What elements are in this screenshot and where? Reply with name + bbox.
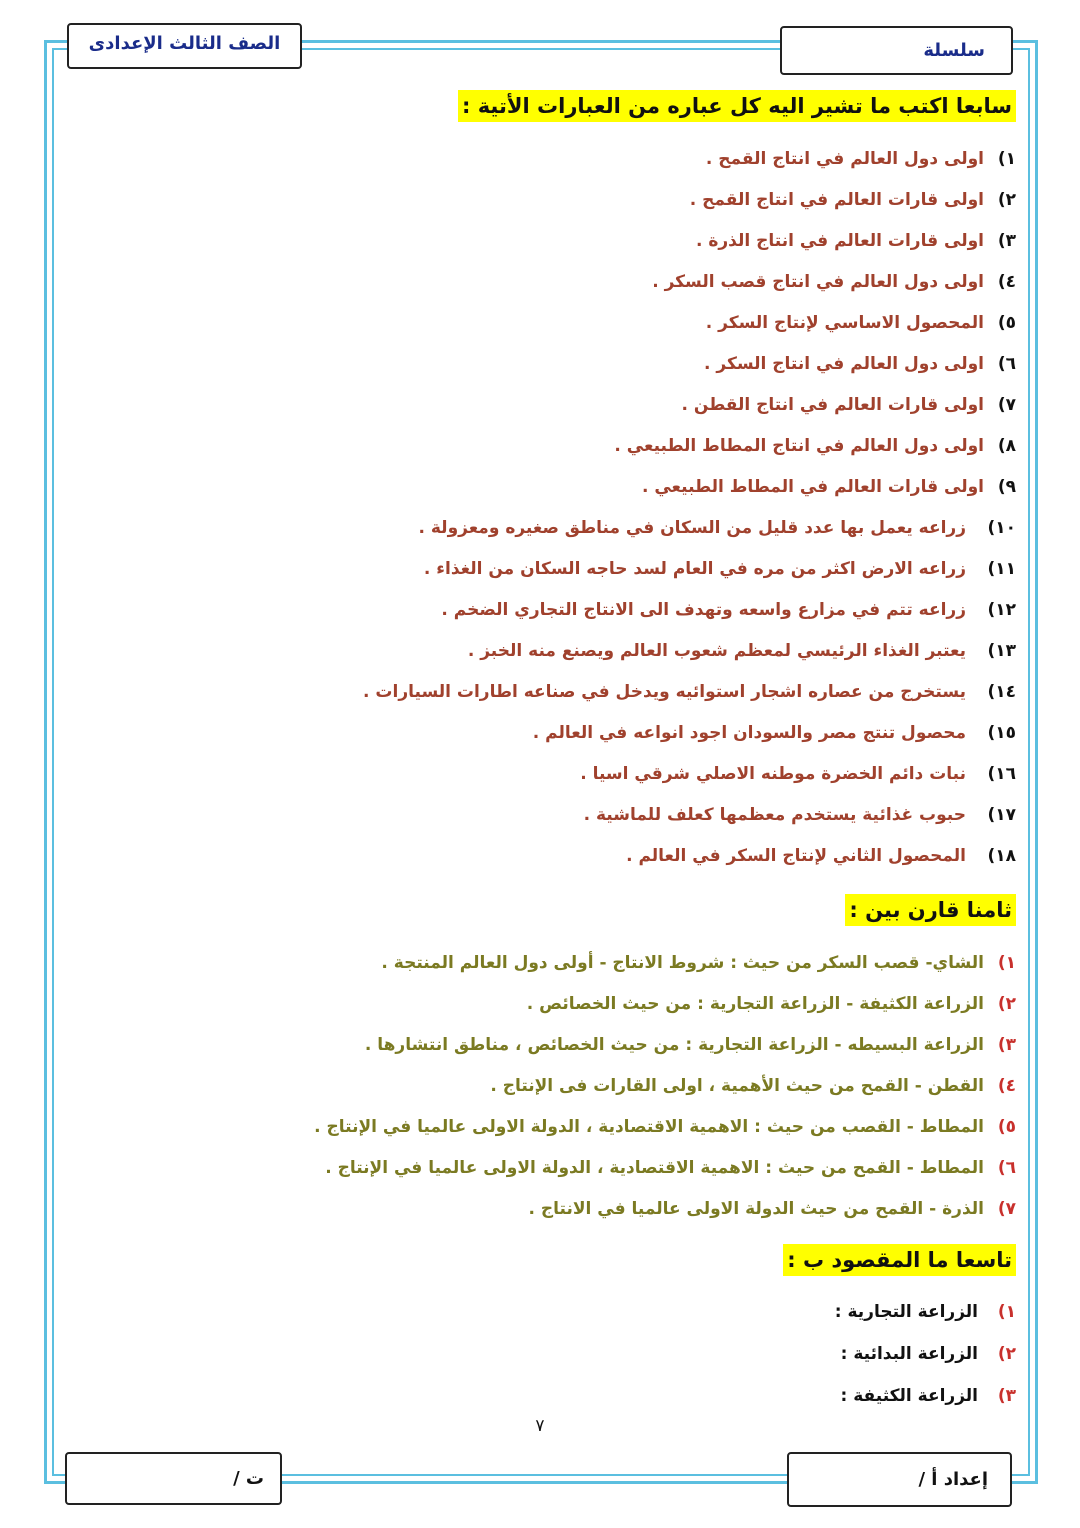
item-text: اولى قارات العالم في انتاج القمح . — [689, 189, 984, 210]
list-item — [363, 589, 1016, 630]
list-item — [314, 1106, 1016, 1147]
item-text: اولى قارات العالم في المطاط الطبيعي . — [641, 476, 984, 497]
item-text: القطن - القمح من حيث الأهمية ، اولى القارات فى الإنتاج . — [490, 1075, 984, 1096]
list-item — [314, 942, 1016, 983]
item-number: ٨) — [997, 435, 1016, 456]
item-number: ٥) — [997, 1116, 1016, 1137]
item-text: الزراعة البدائية : — [840, 1344, 978, 1364]
phone-box — [65, 1452, 282, 1505]
item-text: يعتبر الغذاء الرئيسي لمعظم شعوب العالم ويصنع منه الخبز . — [467, 640, 966, 661]
list-item — [363, 671, 1016, 712]
section7-list-cont — [363, 507, 1016, 876]
item-number: ١٦) — [987, 763, 1016, 784]
item-number: ١٠) — [987, 517, 1016, 538]
section7-list — [614, 138, 1016, 507]
list-item — [614, 343, 1016, 384]
series-label: سلسلة — [923, 40, 985, 61]
item-text: اولى قارات العالم في انتاج الذرة . — [695, 230, 984, 251]
item-number: ١٧) — [987, 804, 1016, 825]
list-item — [363, 794, 1016, 835]
item-number: ٤) — [997, 1075, 1016, 1096]
list-item — [314, 1188, 1016, 1229]
list-item — [314, 1147, 1016, 1188]
list-item — [363, 548, 1016, 589]
item-text: حبوب غذائية يستخدم معظمها كعلف للماشية . — [583, 804, 966, 825]
item-number: ٢) — [997, 189, 1016, 210]
item-text: الزراعة الكثيفة - الزراعة التجارية : من حيث الخصائص . — [526, 993, 984, 1014]
list-item — [363, 753, 1016, 794]
item-text: المحصول الاساسي لإنتاج السكر . — [705, 312, 984, 333]
item-number: ١) — [997, 952, 1016, 973]
section9-list — [835, 1291, 1016, 1417]
item-text: المطاط - القصب من حيث : الاهمية الاقتصادية ، الدولة الاولى عالميا في الإنتاج . — [314, 1116, 984, 1137]
item-text: محصول تنتج مصر والسودان اجود انواعه في العالم . — [532, 722, 966, 743]
item-number: ٤) — [997, 271, 1016, 292]
item-number: ١٤) — [987, 681, 1016, 702]
item-number: ٢) — [997, 1344, 1016, 1364]
list-item — [835, 1333, 1016, 1375]
item-text: الزراعة التجارية : — [834, 1302, 978, 1322]
item-number: ٣) — [997, 230, 1016, 251]
item-number: ٧) — [997, 394, 1016, 415]
item-number: ١) — [997, 148, 1016, 169]
list-item — [835, 1375, 1016, 1417]
item-number: ٢) — [997, 993, 1016, 1014]
item-text: المطاط - القمح من حيث : الاهمية الاقتصادية ، الدولة الاولى عالميا في الإنتاج . — [325, 1157, 984, 1178]
item-number: ٣) — [997, 1386, 1016, 1406]
item-number: ١٣) — [987, 640, 1016, 661]
item-number: ١١) — [987, 558, 1016, 579]
list-item — [314, 1024, 1016, 1065]
list-item — [614, 302, 1016, 343]
item-text: اولى دول العالم في انتاج السكر . — [704, 353, 984, 374]
list-item — [614, 220, 1016, 261]
grade-label: الصف الثالث الإعدادى — [88, 32, 281, 54]
item-number: ٦) — [997, 1157, 1016, 1178]
item-text: زراعه تتم في مزارع واسعه وتهدف الى الانتاج التجاري الضخم . — [441, 599, 966, 620]
list-item — [363, 630, 1016, 671]
list-item — [363, 507, 1016, 548]
list-item — [614, 261, 1016, 302]
prepared-by-box — [787, 1452, 1012, 1507]
item-text: الزراعة البسيطه - الزراعة التجارية : من حيث الخصائص ، مناطق انتشارها . — [364, 1034, 984, 1055]
item-text: الزراعة الكثيفة : — [840, 1386, 978, 1406]
list-item — [363, 835, 1016, 876]
list-item — [835, 1291, 1016, 1333]
item-text: نبات دائم الخضرة موطنه الاصلي شرقي اسيا . — [580, 763, 966, 784]
list-item — [314, 1065, 1016, 1106]
item-number: ٧) — [997, 1198, 1016, 1219]
list-item — [614, 138, 1016, 179]
section8-list — [314, 942, 1016, 1229]
item-text: يستخرج من عصاره اشجار استوائيه ويدخل في صناعه اطارات السيارات . — [363, 681, 966, 702]
item-text: الذرة - القمح من حيث الدولة الاولى عالميا في الانتاج . — [528, 1198, 984, 1219]
item-text: اولى دول العالم في انتاج القمح . — [705, 148, 984, 169]
item-number: ١٢) — [987, 599, 1016, 620]
item-number: ١٥) — [987, 722, 1016, 743]
item-number: ٣) — [997, 1034, 1016, 1055]
section9-heading: تاسعا ما المقصود ب : — [783, 1244, 1016, 1276]
item-text: المحصول الثاني لإنتاج السكر في العالم . — [626, 845, 966, 866]
series-label-box — [780, 26, 1013, 75]
prepared-by-label: إعداد أ / — [918, 1469, 988, 1490]
list-item — [614, 179, 1016, 220]
list-item — [614, 425, 1016, 466]
list-item — [314, 983, 1016, 1024]
item-text: الشاي- قصب السكر من حيث : شروط الانتاج - أولى دول العالم المنتجة . — [381, 952, 984, 973]
item-text: زراعه الارض اكثر من مره في العام لسد حاجه السكان من الغذاء . — [423, 558, 966, 579]
list-item — [363, 712, 1016, 753]
page-number: ٧ — [535, 1416, 545, 1436]
item-number: ٩) — [997, 476, 1016, 497]
item-number: ٦) — [997, 353, 1016, 374]
item-text: اولى دول العالم في انتاج المطاط الطبيعي . — [614, 435, 984, 456]
grade-label-box — [67, 23, 302, 69]
list-item — [614, 384, 1016, 425]
section7-heading: سابعا اكتب ما تشير اليه كل عباره من العبارات الأتية : — [458, 90, 1016, 122]
section8-heading: ثامنا قارن بين : — [845, 894, 1016, 926]
item-text: اولى دول العالم في انتاج قصب السكر . — [652, 271, 984, 292]
item-number: ٥) — [997, 312, 1016, 333]
phone-label: ت / — [233, 1468, 264, 1489]
list-item — [614, 466, 1016, 507]
item-text: اولى قارات العالم في انتاج القطن . — [681, 394, 984, 415]
item-number: ١) — [997, 1302, 1016, 1322]
item-number: ١٨) — [987, 845, 1016, 866]
item-text: زراعه يعمل بها عدد قليل من السكان في مناطق صغيره ومعزولة . — [418, 517, 966, 538]
